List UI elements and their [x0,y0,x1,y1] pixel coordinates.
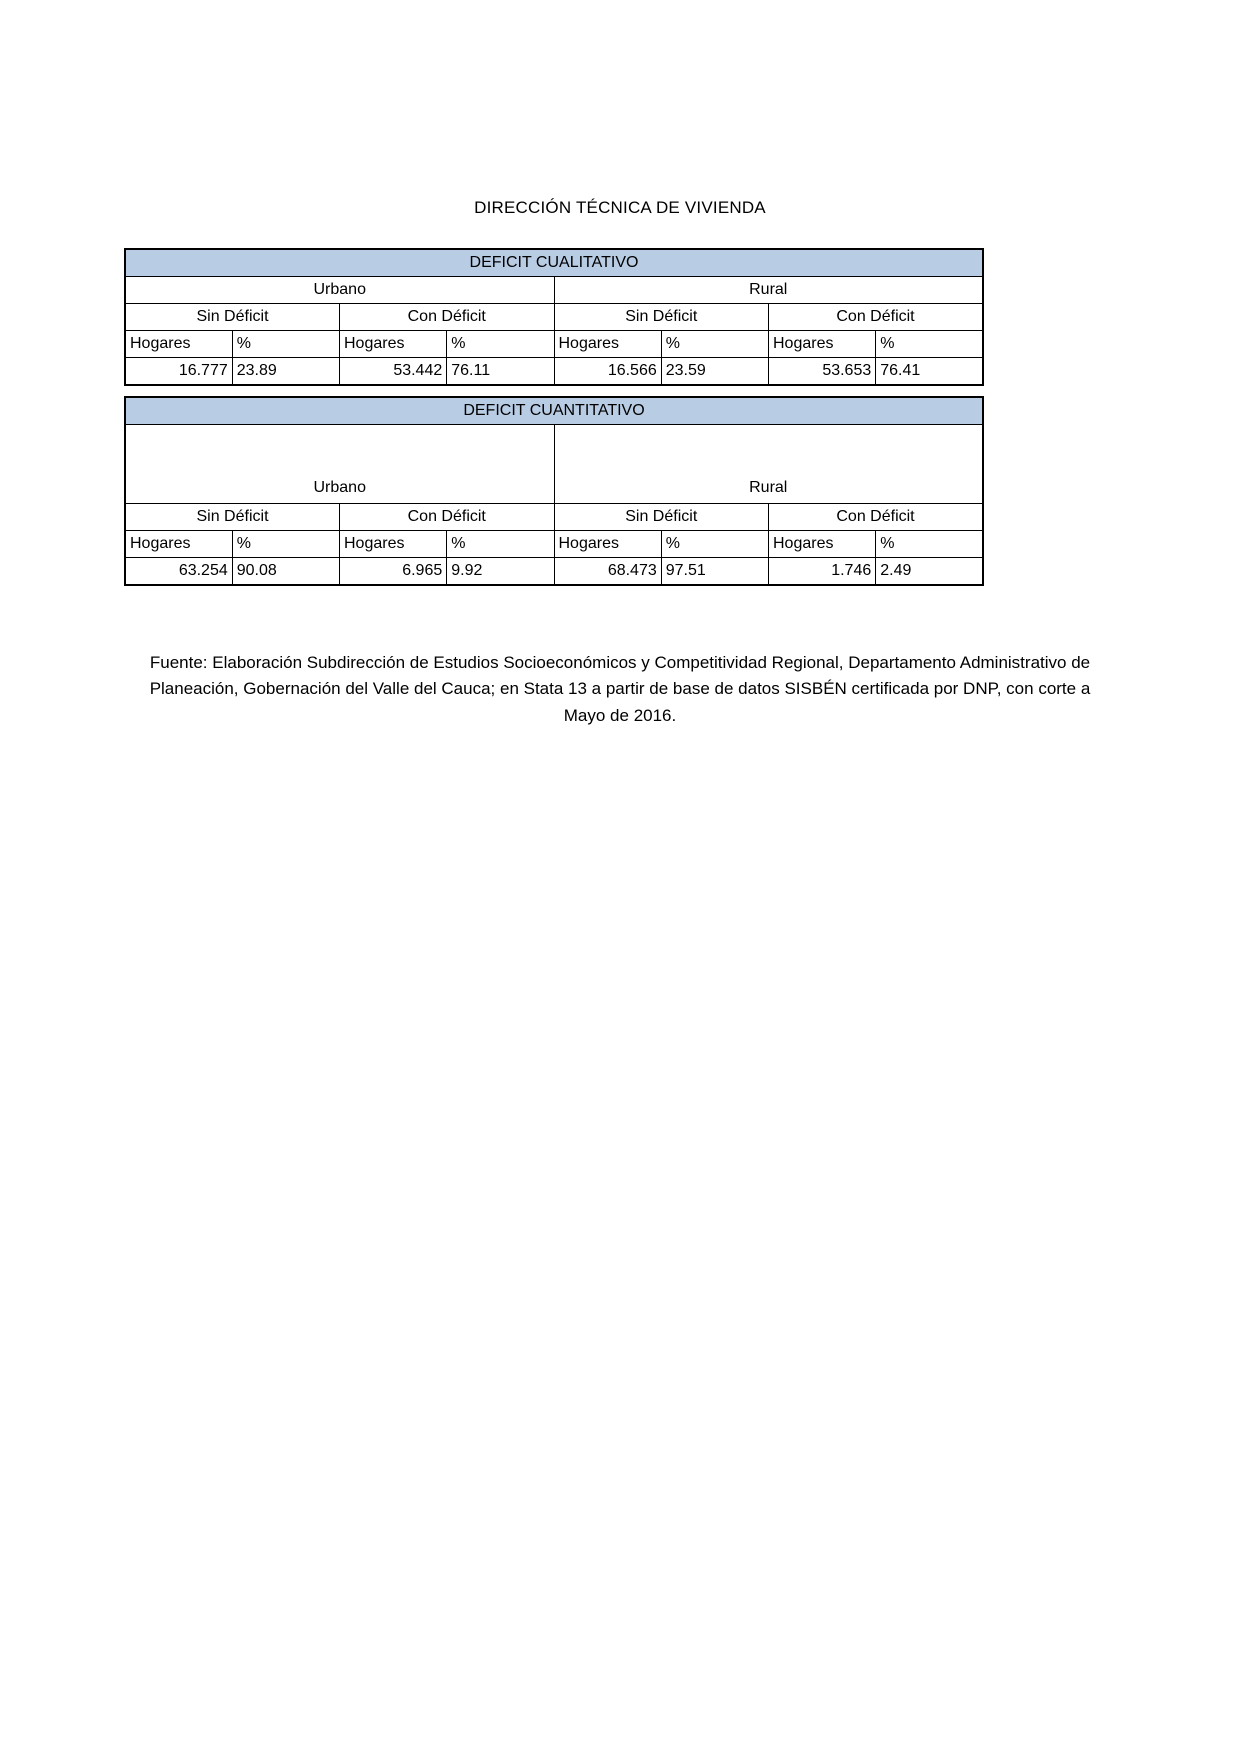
column-header-hogares: Hogares [554,331,661,358]
column-header-percent: % [447,531,554,558]
column-header-percent: % [447,331,554,358]
source-note: Fuente: Elaboración Subdirección de Estudios Socioeconómicos y Competitividad Regional, Departamento Administrativo de Planeación, Gobernación del Valle del Cauca; en Stata 13 a partir de base de datos SISBÉN certificada por DNP, con corte a Mayo de 2016. [149,653,1091,725]
group-header-urbano-sin-deficit: Sin Déficit [125,304,340,331]
data-table [124,396,984,586]
zone-header-rural: Rural [554,277,983,304]
table-column-header-row [125,531,983,558]
column-header-hogares: Hogares [340,331,447,358]
column-header-percent: % [876,531,983,558]
table-title-row [125,397,983,425]
zone-header-urbano: Urbano [125,277,554,304]
column-header-percent: % [232,531,339,558]
cell-urbano-sin-deficit-hogares: 16.777 [125,358,232,386]
page-title: DIRECCIÓN TÉCNICA DE VIVIENDA [474,198,766,217]
table-title: DEFICIT CUALITATIVO [125,249,983,277]
column-header-hogares: Hogares [125,531,232,558]
group-header-urbano-sin-deficit: Sin Déficit [125,504,340,531]
table-title: DEFICIT CUANTITATIVO [125,397,983,425]
cell-urbano-sin-deficit-hogares: 63.254 [125,558,232,586]
table-zone-row [125,277,983,304]
column-header-hogares: Hogares [769,531,876,558]
cell-rural-con-deficit-hogares: 1.746 [769,558,876,586]
table-title-row [125,249,983,277]
column-header-hogares: Hogares [340,531,447,558]
cell-rural-con-deficit-percent: 76.41 [876,358,983,386]
cell-urbano-con-deficit-percent: 9.92 [447,558,554,586]
table-deficit-cuantitativo [124,396,984,586]
table-column-header-row [125,331,983,358]
zone-header-urbano: Urbano [125,425,554,504]
group-header-rural-con-deficit: Con Déficit [769,504,984,531]
group-header-urbano-con-deficit: Con Déficit [340,304,555,331]
column-header-hogares: Hogares [769,331,876,358]
zone-header-rural: Rural [554,425,983,504]
group-header-rural-sin-deficit: Sin Déficit [554,504,769,531]
column-header-percent: % [661,331,768,358]
cell-urbano-con-deficit-hogares: 6.965 [340,558,447,586]
data-table [124,248,984,386]
cell-rural-con-deficit-percent: 2.49 [876,558,983,586]
table-group-row [125,304,983,331]
column-header-hogares: Hogares [125,331,232,358]
table-group-row [125,504,983,531]
cell-urbano-con-deficit-percent: 76.11 [447,358,554,386]
column-header-percent: % [232,331,339,358]
cell-rural-con-deficit-hogares: 53.653 [769,358,876,386]
group-header-rural-con-deficit: Con Déficit [769,304,984,331]
column-header-hogares: Hogares [554,531,661,558]
cell-urbano-con-deficit-hogares: 53.442 [340,358,447,386]
cell-rural-sin-deficit-hogares: 16.566 [554,358,661,386]
table-row [125,358,983,386]
table-row [125,558,983,586]
table-zone-row [125,425,983,504]
cell-urbano-sin-deficit-percent: 90.08 [232,558,339,586]
cell-rural-sin-deficit-percent: 97.51 [661,558,768,586]
table-deficit-cualitativo [124,248,984,386]
group-header-rural-sin-deficit: Sin Déficit [554,304,769,331]
cell-rural-sin-deficit-hogares: 68.473 [554,558,661,586]
group-header-urbano-con-deficit: Con Déficit [340,504,555,531]
column-header-percent: % [661,531,768,558]
cell-rural-sin-deficit-percent: 23.59 [661,358,768,386]
column-header-percent: % [876,331,983,358]
cell-urbano-sin-deficit-percent: 23.89 [232,358,339,386]
